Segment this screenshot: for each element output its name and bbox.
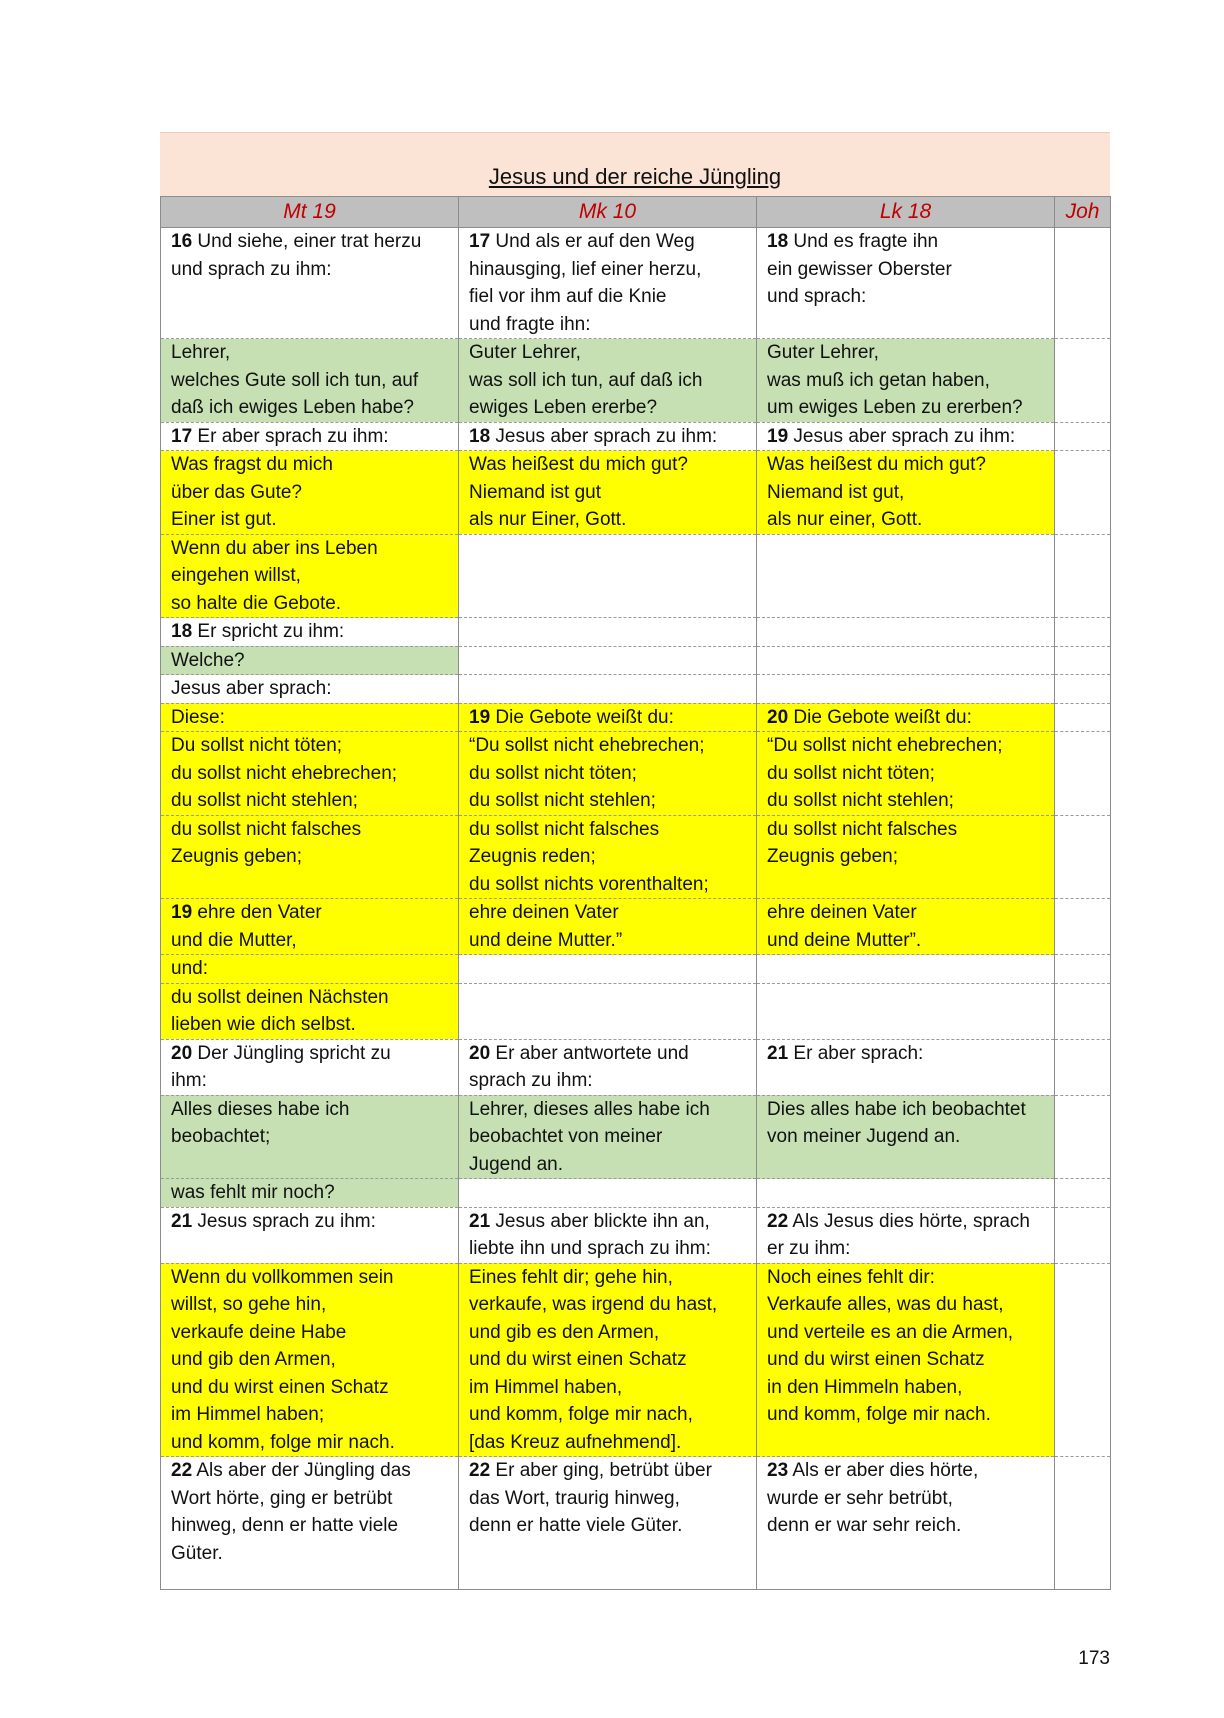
cell-mk xyxy=(459,339,757,423)
cell-lk xyxy=(757,1457,1055,1590)
table-row xyxy=(161,815,1111,899)
cell-mt xyxy=(161,899,459,955)
cell-mk xyxy=(459,899,757,955)
cell-mk xyxy=(459,815,757,899)
cell-lk xyxy=(757,955,1055,984)
cell-mk xyxy=(459,451,757,535)
cell-mk xyxy=(459,703,757,732)
verse-text: du sollst nicht falsches Zeugnis geben; xyxy=(767,818,958,867)
column-header-lk: Lk 18 xyxy=(757,197,1055,228)
cell-joh xyxy=(1055,451,1111,535)
table-row xyxy=(161,534,1111,618)
cell-joh xyxy=(1055,646,1111,675)
cell-mk xyxy=(459,618,757,647)
verse-text: Und als er auf den Weg hinausging, lief einer herzu, fiel vor ihm auf die Knie und fragte ihn: xyxy=(469,231,702,335)
cell-mt xyxy=(161,815,459,899)
cell-mk xyxy=(459,534,757,618)
cell-mk xyxy=(459,983,757,1039)
cell-joh xyxy=(1055,955,1111,984)
verse-number: 19 xyxy=(171,902,193,923)
table-row xyxy=(161,983,1111,1039)
synopsis-table xyxy=(160,196,1111,1590)
cell-mk xyxy=(459,955,757,984)
cell-lk xyxy=(757,646,1055,675)
verse-text: Diese: xyxy=(171,706,225,728)
verse-text: und: xyxy=(171,958,208,979)
cell-joh xyxy=(1055,815,1111,899)
verse-text: Du sollst nicht töten; du sollst nicht ehebrechen; du sollst nicht stehlen; xyxy=(171,735,398,811)
verse-text: Jesus sprach zu ihm: xyxy=(192,1210,376,1232)
table-row xyxy=(161,422,1111,451)
cell-lk xyxy=(757,339,1055,423)
cell-mt xyxy=(161,1263,459,1457)
verse-text: “Du sollst nicht ehebrechen; du sollst nicht töten; du sollst nicht stehlen; xyxy=(469,735,705,811)
verse-text: ehre deinen Vater und deine Mutter.” xyxy=(469,902,623,951)
cell-joh xyxy=(1055,703,1111,732)
verse-text: Jesus aber sprach zu ihm: xyxy=(490,425,718,447)
cell-mt xyxy=(161,618,459,647)
verse-text: Guter Lehrer, was muß ich getan haben, um ewiges Leben zu ererben? xyxy=(767,342,1023,418)
verse-text: Er aber ging, betrübt über das Wort, traurig hinweg, denn er hatte viele Güter. xyxy=(469,1460,712,1536)
cell-mt xyxy=(161,339,459,423)
table-row xyxy=(161,1039,1111,1095)
cell-mk xyxy=(459,1039,757,1095)
cell-mt xyxy=(161,983,459,1039)
verse-number: 20 xyxy=(469,1042,491,1064)
cell-lk xyxy=(757,1039,1055,1095)
verse-number: 20 xyxy=(767,706,789,728)
table-row xyxy=(161,1263,1111,1457)
verse-text: Und siehe, einer trat herzu und sprach zu ihm: xyxy=(171,231,422,280)
verse-text: Als aber der Jüngling das Wort hörte, ging er betrübt hinweg, denn er hatte viele Güter. xyxy=(171,1460,411,1564)
cell-lk xyxy=(757,1179,1055,1208)
verse-number: 20 xyxy=(171,1042,193,1064)
verse-number: 19 xyxy=(767,425,789,447)
cell-lk xyxy=(757,732,1055,816)
verse-text: Jesus aber blickte ihn an, liebte ihn und sprach zu ihm: xyxy=(469,1210,711,1259)
cell-mt xyxy=(161,1095,459,1179)
cell-mk xyxy=(459,675,757,704)
verse-text: Welche? xyxy=(171,649,245,671)
cell-lk xyxy=(757,618,1055,647)
verse-text: Guter Lehrer, was soll ich tun, auf daß ich ewiges Leben ererbe? xyxy=(469,342,703,418)
cell-joh xyxy=(1055,228,1111,339)
cell-joh xyxy=(1055,1263,1111,1457)
table-row xyxy=(161,899,1111,955)
cell-mk xyxy=(459,422,757,451)
cell-mk xyxy=(459,228,757,339)
verse-text: Was heißest du mich gut? Niemand ist gut als nur Einer, Gott. xyxy=(469,454,688,530)
cell-mt xyxy=(161,703,459,732)
cell-lk xyxy=(757,1207,1055,1263)
cell-joh xyxy=(1055,422,1111,451)
verse-number: 18 xyxy=(171,621,193,642)
verse-text: Noch eines fehlt dir: Verkaufe alles, was du hast, und verteile es an die Armen, und du wirst einen Schatz in den Himmeln haben, und komm, folge mir nach. xyxy=(767,1266,1014,1425)
table-row xyxy=(161,339,1111,423)
table-row xyxy=(161,1179,1111,1208)
cell-lk xyxy=(757,983,1055,1039)
verse-number: 17 xyxy=(171,425,193,447)
verse-text: Wenn du vollkommen sein willst, so gehe hin, verkaufe deine Habe und gib den Armen, und du wirst einen Schatz im Himmel haben; und komm, folge mir nach. xyxy=(171,1266,395,1453)
cell-joh xyxy=(1055,983,1111,1039)
cell-mt xyxy=(161,422,459,451)
column-header-joh: Joh xyxy=(1055,197,1111,228)
cell-joh xyxy=(1055,339,1111,423)
cell-lk xyxy=(757,815,1055,899)
verse-text: Eines fehlt dir; gehe hin, verkaufe, was irgend du hast, und gib es den Armen, und du wirst einen Schatz im Himmel haben, und komm, folge mir nach, [das Kreuz aufnehmend]. xyxy=(469,1266,718,1453)
verse-text: Jesus aber sprach zu ihm: xyxy=(788,425,1016,447)
cell-mt xyxy=(161,732,459,816)
verse-text: Was fragst du mich über das Gute? Einer ist gut. xyxy=(171,454,333,530)
table-body xyxy=(161,228,1111,1590)
table-row xyxy=(161,646,1111,675)
table-row xyxy=(161,1095,1111,1179)
cell-mk xyxy=(459,1263,757,1457)
cell-mt xyxy=(161,1457,459,1590)
verse-number: 19 xyxy=(469,706,491,728)
verse-text: Jesus aber sprach: xyxy=(171,678,332,699)
verse-number: 21 xyxy=(469,1210,491,1232)
verse-text: Was heißest du mich gut? Niemand ist gut, als nur einer, Gott. xyxy=(767,454,986,530)
table-row xyxy=(161,618,1111,647)
cell-mk xyxy=(459,1457,757,1590)
verse-text: du sollst nicht falsches Zeugnis reden; du sollst nichts vorenthalten; xyxy=(469,818,709,895)
verse-text: Als er aber dies hörte, wurde er sehr betrübt, denn er war sehr reich. xyxy=(767,1460,979,1536)
verse-text: Und es fragte ihn ein gewisser Oberster und sprach: xyxy=(767,231,952,307)
cell-lk xyxy=(757,534,1055,618)
verse-text: was fehlt mir noch? xyxy=(171,1182,335,1203)
verse-text: Wenn du aber ins Leben eingehen willst, so halte die Gebote. xyxy=(171,537,378,614)
verse-text: Dies alles habe ich beobachtet von meiner Jugend an. xyxy=(767,1098,1026,1147)
cell-mt xyxy=(161,646,459,675)
cell-lk xyxy=(757,1095,1055,1179)
verse-number: 18 xyxy=(767,231,789,252)
verse-text: ehre deinen Vater und deine Mutter”. xyxy=(767,902,922,951)
cell-mt xyxy=(161,675,459,704)
cell-mt xyxy=(161,534,459,618)
verse-number: 22 xyxy=(767,1210,789,1232)
verse-text: Er aber sprach zu ihm: xyxy=(192,425,389,447)
verse-number: 22 xyxy=(469,1460,491,1481)
cell-joh xyxy=(1055,1039,1111,1095)
cell-mk xyxy=(459,1179,757,1208)
verse-text: Lehrer, dieses alles habe ich beobachtet von meiner Jugend an. xyxy=(469,1098,710,1175)
page-number: 173 xyxy=(1078,1648,1110,1669)
cell-lk xyxy=(757,899,1055,955)
verse-number: 23 xyxy=(767,1460,789,1481)
header-row xyxy=(161,197,1111,228)
verse-text: Die Gebote weißt du: xyxy=(490,706,674,728)
cell-mk xyxy=(459,1095,757,1179)
verse-text: Er aber sprach: xyxy=(788,1042,924,1064)
column-header-mk: Mk 10 xyxy=(459,197,757,228)
cell-joh xyxy=(1055,675,1111,704)
cell-lk xyxy=(757,422,1055,451)
verse-text: Er spricht zu ihm: xyxy=(192,621,345,642)
verse-number: 21 xyxy=(171,1210,193,1232)
cell-joh xyxy=(1055,618,1111,647)
cell-mk xyxy=(459,1207,757,1263)
cell-mt xyxy=(161,955,459,984)
verse-text: Die Gebote weißt du: xyxy=(788,706,972,728)
verse-number: 16 xyxy=(171,231,193,252)
cell-mk xyxy=(459,646,757,675)
verse-number: 22 xyxy=(171,1460,193,1481)
page-title: Jesus und der reiche Jüngling xyxy=(488,164,782,189)
cell-mt xyxy=(161,1207,459,1263)
verse-text: ehre den Vater und die Mutter, xyxy=(171,902,322,951)
verse-text: “Du sollst nicht ehebrechen; du sollst nicht töten; du sollst nicht stehlen; xyxy=(767,735,1003,811)
column-header-mt: Mt 19 xyxy=(161,197,459,228)
cell-lk xyxy=(757,1263,1055,1457)
cell-joh xyxy=(1055,534,1111,618)
cell-lk xyxy=(757,228,1055,339)
cell-joh xyxy=(1055,1457,1111,1590)
cell-lk xyxy=(757,451,1055,535)
cell-joh xyxy=(1055,899,1111,955)
cell-mt xyxy=(161,1039,459,1095)
cell-mt xyxy=(161,451,459,535)
verse-text: Als Jesus dies hörte, sprach er zu ihm: xyxy=(767,1210,1030,1259)
table-row xyxy=(161,451,1111,535)
verse-text: du sollst deinen Nächsten lieben wie dich selbst. xyxy=(171,986,389,1035)
table-row xyxy=(161,675,1111,704)
cell-lk xyxy=(757,703,1055,732)
table-row xyxy=(161,732,1111,816)
verse-text: Alles dieses habe ich beobachtet; xyxy=(171,1098,350,1147)
cell-mt xyxy=(161,228,459,339)
verse-number: 21 xyxy=(767,1042,789,1064)
verse-text: du sollst nicht falsches Zeugnis geben; xyxy=(171,818,362,867)
table-row xyxy=(161,703,1111,732)
synopsis-sheet xyxy=(160,132,1110,1590)
cell-joh xyxy=(1055,1207,1111,1263)
cell-joh xyxy=(1055,732,1111,816)
verse-text: Lehrer, welches Gute soll ich tun, auf daß ich ewiges Leben habe? xyxy=(171,342,419,418)
verse-number: 17 xyxy=(469,231,491,252)
verse-text: Er aber antwortete und sprach zu ihm: xyxy=(469,1042,689,1091)
cell-lk xyxy=(757,675,1055,704)
cell-joh xyxy=(1055,1179,1111,1208)
table-row xyxy=(161,1207,1111,1263)
title-bar xyxy=(160,132,1110,196)
cell-mk xyxy=(459,732,757,816)
table-row xyxy=(161,228,1111,339)
verse-number: 18 xyxy=(469,425,491,447)
table-row xyxy=(161,955,1111,984)
cell-mt xyxy=(161,1179,459,1208)
table-row xyxy=(161,1457,1111,1590)
verse-text: Der Jüngling spricht zu ihm: xyxy=(171,1042,391,1091)
cell-joh xyxy=(1055,1095,1111,1179)
